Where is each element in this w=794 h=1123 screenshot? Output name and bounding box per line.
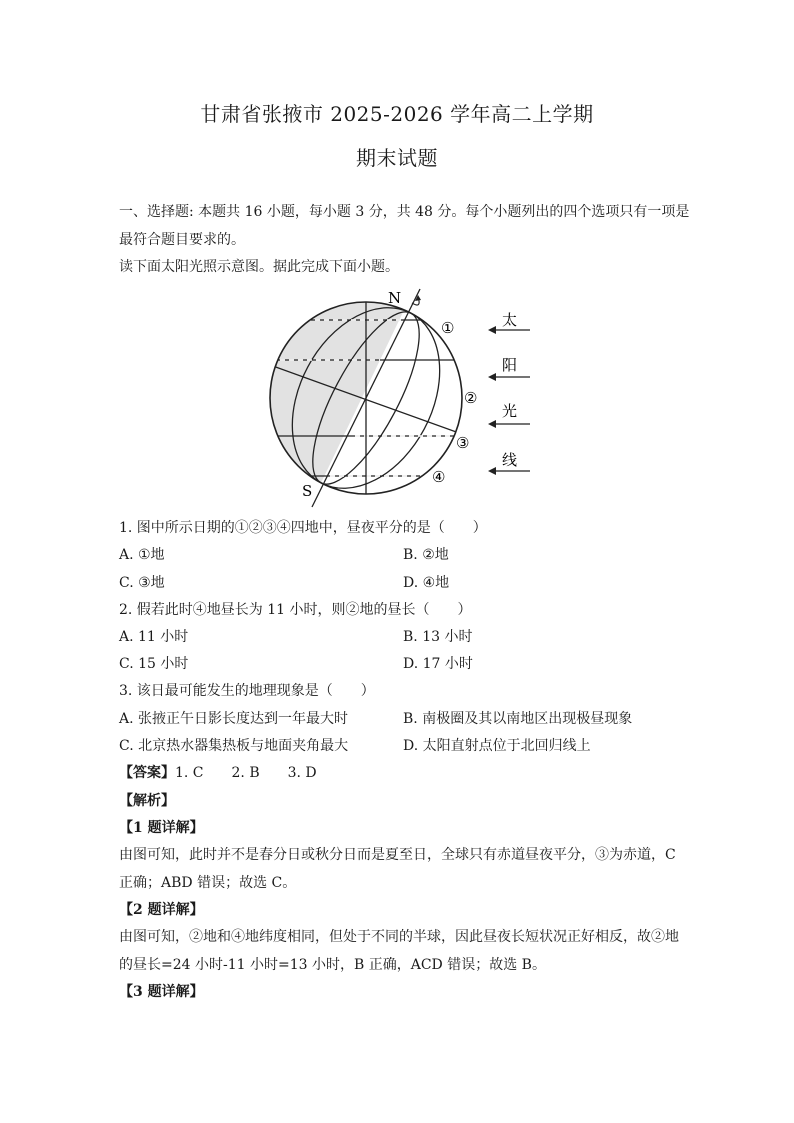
detail-1-text-cont: 正确；ABD 错误；故选 C。 (119, 875, 297, 891)
south-pole-label: S (302, 482, 313, 500)
question-1-option-a: A. ①地 (119, 547, 165, 563)
question-2-option-a: A. 11 小时 (119, 629, 189, 645)
question-1-option-d: D. ④地 (403, 575, 450, 591)
marker-2: ② (464, 389, 478, 407)
question-3-option-b: B. 南极圈及其以南地区出现极昼现象 (403, 711, 633, 727)
exam-title: 甘肃省张掖市 2025-2026 学年高二上学期 (200, 102, 594, 126)
sunlight-char-4: 线 (502, 451, 518, 469)
question-1-option-b: B. ②地 (403, 547, 449, 563)
reading-prompt: 读下面太阳光照示意图。据此完成下面小题。 (119, 259, 399, 275)
section-instructions: 一、选择题: 本题共 16 小题，每小题 3 分，共 48 分。每个小题列出的四个选项只有一项是 (119, 204, 690, 220)
question-2-option-b: B. 13 小时 (403, 629, 473, 645)
question-1-option-c: C. ③地 (119, 575, 165, 591)
question-3-option-d: D. 太阳直射点位于北回归线上 (403, 738, 591, 754)
marker-4: ④ (432, 468, 446, 486)
question-2-option-c: C. 15 小时 (119, 656, 189, 672)
question-3-stem: 3. 该日最可能发生的地理现象是（ ） (119, 683, 375, 699)
question-2-stem: 2. 假若此时④地昼长为 11 小时，则②地的昼长（ ） (119, 602, 472, 618)
exam-subtitle: 期末试题 (356, 146, 438, 170)
detail-1-label: 【1 题详解】 (119, 820, 204, 836)
analysis-label: 【解析】 (119, 793, 175, 809)
detail-1-text: 由图可知，此时并不是春分日或秋分日而是夏至日，全球只有赤道昼夜平分，③为赤道，C (119, 847, 676, 863)
north-pole-label: N (388, 289, 402, 307)
question-3-option-a: A. 张掖正午日影长度达到一年最大时 (119, 711, 349, 727)
question-1-stem: 1. 图中所示日期的①②③④四地中，昼夜平分的是（ ） (119, 520, 487, 536)
sunlight-char-2: 阳 (502, 356, 518, 374)
marker-3: ③ (456, 434, 470, 452)
answer-label: 【答案】 (119, 765, 175, 781)
sunlight-char-3: 光 (502, 402, 518, 420)
question-2-option-d: D. 17 小时 (403, 656, 473, 672)
detail-2-label: 【2 题详解】 (119, 902, 204, 918)
answer-text: 1. C 2. B 3. D (175, 765, 317, 781)
section-instructions-cont: 最符合题目要求的。 (119, 232, 245, 248)
detail-3-label: 【3 题详解】 (119, 984, 204, 1000)
detail-2-text: 由图可知，②地和④地纬度相同，但处于不同的半球，因此昼夜长短状况正好相反，故②地 (119, 929, 679, 945)
sunlight-char-1: 太 (502, 311, 518, 329)
marker-1: ① (441, 319, 455, 337)
detail-2-text-cont: 的昼长=24 小时-11 小时=13 小时，B 正确，ACD 错误；故选 B。 (119, 957, 546, 973)
question-3-option-c: C. 北京热水器集热板与地面夹角最大 (119, 738, 349, 754)
answer-line (119, 764, 317, 782)
sunlight-diagram (260, 285, 540, 510)
